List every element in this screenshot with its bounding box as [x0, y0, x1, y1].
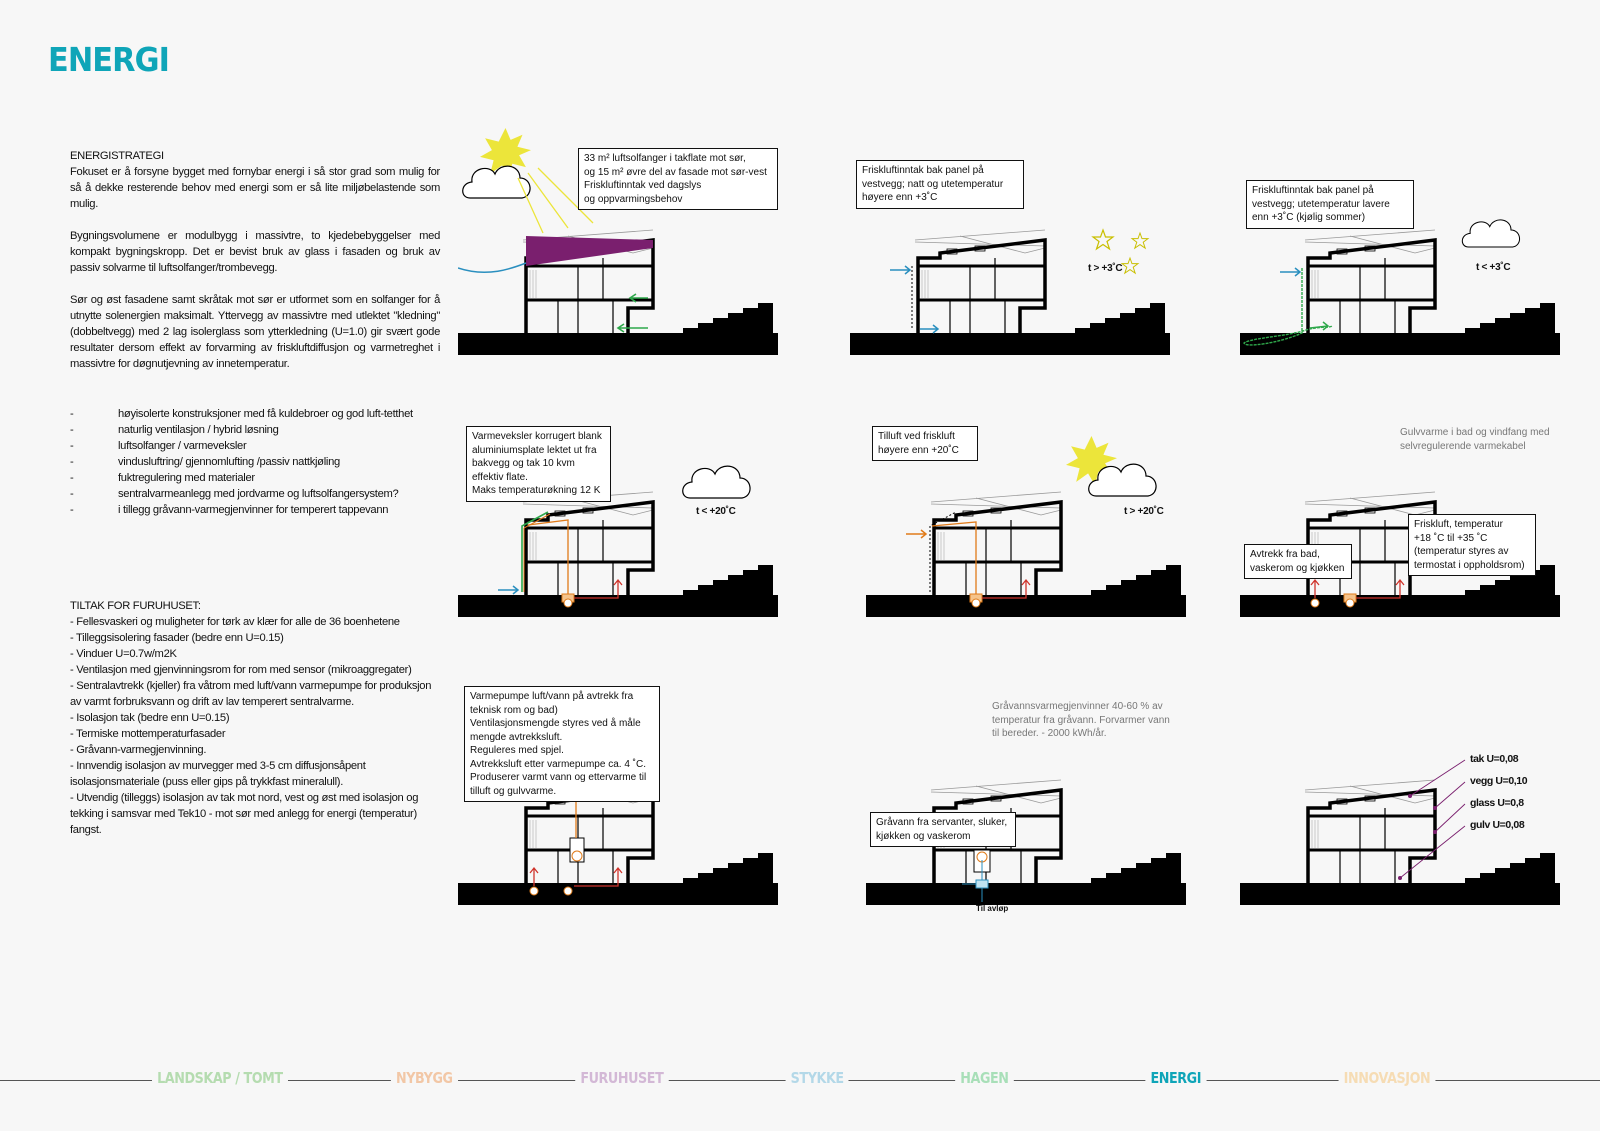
nav-stykke[interactable]: STYKKE [786, 1069, 849, 1087]
diagram-heat-exchanger [458, 420, 788, 650]
u-value-roof: tak U=0,08 [1470, 753, 1519, 765]
callout-supply-air: Tilluft ved friskluft høyere enn +20˚C [872, 426, 978, 461]
measures-heading: TILTAK FOR FURUHUSET: [70, 600, 201, 612]
callout-fresh-air-night: Friskluftinntak bak panel på vestvegg; natt og utetemperatur høyere enn +3˚C [856, 160, 1024, 209]
nav-landskap[interactable]: LANDSKAP / TOMT [152, 1069, 288, 1087]
section-navigation [0, 1065, 1600, 1095]
diagram-heat-pump [458, 688, 788, 918]
nav-nybygg[interactable]: NYBYGG [391, 1069, 458, 1087]
bullet-item: - sentralvarmeanlegg med jordvarme og luftsolfangersystem? [70, 488, 399, 500]
bullet-item: - naturlig ventilasjon / hybrid løsning [70, 424, 279, 436]
measure-item: - Sentralavtrekk (kjeller) fra våtrom med luft/vann varmepumpe for produksjon av varmt forbruksvann og drift av lav temperert sentralvarme. [70, 680, 432, 708]
callout-greywater: Gråvann fra servanter, sluker, kjøkken og vaskerom [870, 812, 1016, 847]
measure-item: - Termiske mottemperaturfasader [70, 728, 226, 740]
u-value-floor: gulv U=0,08 [1470, 819, 1525, 831]
page-title: ENERGI [48, 40, 169, 79]
strategy-bullet-list [70, 406, 440, 518]
measure-item: - Innvendig isolasjon av murvegger med 3-5 cm diffusjonsåpent isolasjonsmateriale (puss eller gips på trykkfast mineralull). [70, 760, 366, 788]
measure-item: - Ventilasjon med gjenvinningsrom for rom med sensor (mikroaggregater) [70, 664, 412, 676]
section-drawing [1240, 700, 1570, 930]
strategy-paragraph: Fokuset er å forsyne bygget med fornybar energi i så stor grad som mulig for så å dekke resterende behov med energi som er så lite miljøbelastende som mulig. [70, 166, 440, 210]
temperature-label: t < +20˚C [696, 506, 736, 517]
temperature-label: t > +3˚C [1088, 263, 1123, 274]
callout-fresh-air-temperature: Friskluft, temperatur +18 ˚C til +35 ˚C (temperatur styres av termostat i oppholdsrom) [1408, 514, 1536, 576]
diagram-fresh-air-night [850, 128, 1180, 358]
temperature-label: t < +3˚C [1476, 262, 1511, 273]
diagram-floor-heating [1240, 420, 1570, 650]
measure-item: - Gråvann-varmegjenvinning. [70, 744, 207, 756]
measure-item: - Isolasjon tak (bedre enn U=0.15) [70, 712, 230, 724]
strategy-paragraph: Bygningsvolumene er modulbygg i massivtre, to kjedebebyggelser med kompakt bygningskropp. Det er bevist bruk av glass i fasaden og bruk av passiv solvarme til luftsolfanger/trombevegg. [70, 230, 440, 274]
diagram-u-values [1240, 700, 1570, 930]
section-drawing [1240, 128, 1570, 358]
measure-item: - Tilleggsisolering fasader (bedre enn U=0.15) [70, 632, 284, 644]
diagram-supply-air [866, 420, 1196, 650]
callout-solar-collector: 33 m² luftsolfanger i takflate mot sør, og 15 m² øvre del av fasade mot sør-vest Friskluftinntak ved dagslys og oppvarmingsbehov [578, 148, 778, 210]
callout-heat-exchanger: Varmeveksler korrugert blank aluminiumsplate lektet ut fra bakvegg og tak 10 kvm effektiv flate. Maks temperaturøkning 12 K [466, 426, 611, 502]
temperature-label: t > +20˚C [1124, 506, 1164, 517]
measures-list [70, 598, 440, 838]
bullet-item: - luftsolfanger / varmeveksler [70, 440, 247, 452]
outlet-label: Til avløp [976, 904, 1009, 913]
nav-hagen[interactable]: HAGEN [955, 1069, 1013, 1087]
bullet-item: - vindusluftring/ gjennomlufting /passiv nattkjøling [70, 456, 340, 468]
strategy-paragraph: Sør og øst fasadene samt skråtak mot sør er utformet som en solfanger for å utnytte solenergien maksimalt. Yttervegg av massivtre med utlektet "kledning" (dobbeltvegg) med 2 lag isolerglass som ytterkledning (U=1.0) gir svært gode resultater dersom effekt av forvarming av friskluftdiffusjon og varmetreghet i massivtre for døgnutjevning av innetemperatur. [70, 294, 440, 370]
diagram-greywater-recovery [866, 700, 1196, 930]
measure-item: - Utvendig (tilleggs) isolasjon av tak mot nord, vest og øst med isolasjon og tekking i samsvar med Tek10 - mot sør med anlegg for energi (temperatur) fangst. [70, 792, 419, 836]
bullet-item: - høyisolerte konstruksjoner med få kuldebroer og god luft-tetthet [70, 408, 413, 420]
callout-exhaust: Avtrekk fra bad, vaskerom og kjøkken [1244, 544, 1352, 579]
callout-fresh-air-cool: Friskluftinntak bak panel på vestvegg; utetemperatur lavere enn +3˚C (kjølig sommer) [1246, 180, 1414, 229]
nav-furuhuset[interactable]: FURUHUSET [575, 1069, 668, 1087]
u-value-wall: vegg U=0,10 [1470, 775, 1528, 787]
diagram-fresh-air-cool [1240, 128, 1570, 358]
floor-heating-note: Gulvvarme i bad og vindfang med selvregulerende varmekabel [1400, 427, 1550, 452]
u-value-glass: glass U=0,8 [1470, 797, 1524, 809]
bullet-item: - i tillegg gråvann-varmegjenvinner for temperert tappevann [70, 504, 389, 516]
callout-heat-pump: Varmepumpe luft/vann på avtrekk fra teknisk rom og bad) Ventilasjonsmengde styres ved å måle mengde avtrekksluft. Reguleres med spjel. Avtrekksluft etter varmepumpe ca. 4 ˚C. Produserer varmt vann og ettervarme til tilluft og gulvvarme. [464, 686, 660, 802]
nav-energi[interactable]: ENERGI [1145, 1069, 1206, 1087]
strategy-heading: ENERGISTRATEGI [70, 150, 164, 162]
measure-item: - Vinduer U=0.7w/m2K [70, 648, 177, 660]
bullet-item: - fuktregulering med materialer [70, 472, 255, 484]
nav-innovasjon[interactable]: INNOVASJON [1339, 1069, 1436, 1087]
diagram-solar-collector [458, 128, 788, 358]
greywater-note: Gråvannsvarmegjenvinner 40-60 % av temperatur fra gråvann. Forvarmer vann til bereder. - 2000 kWh/år. [992, 701, 1170, 739]
measure-item: - Fellesvaskeri og muligheter for tørk av klær for alle de 36 boenhetene [70, 616, 400, 628]
energy-strategy-text [70, 148, 440, 518]
